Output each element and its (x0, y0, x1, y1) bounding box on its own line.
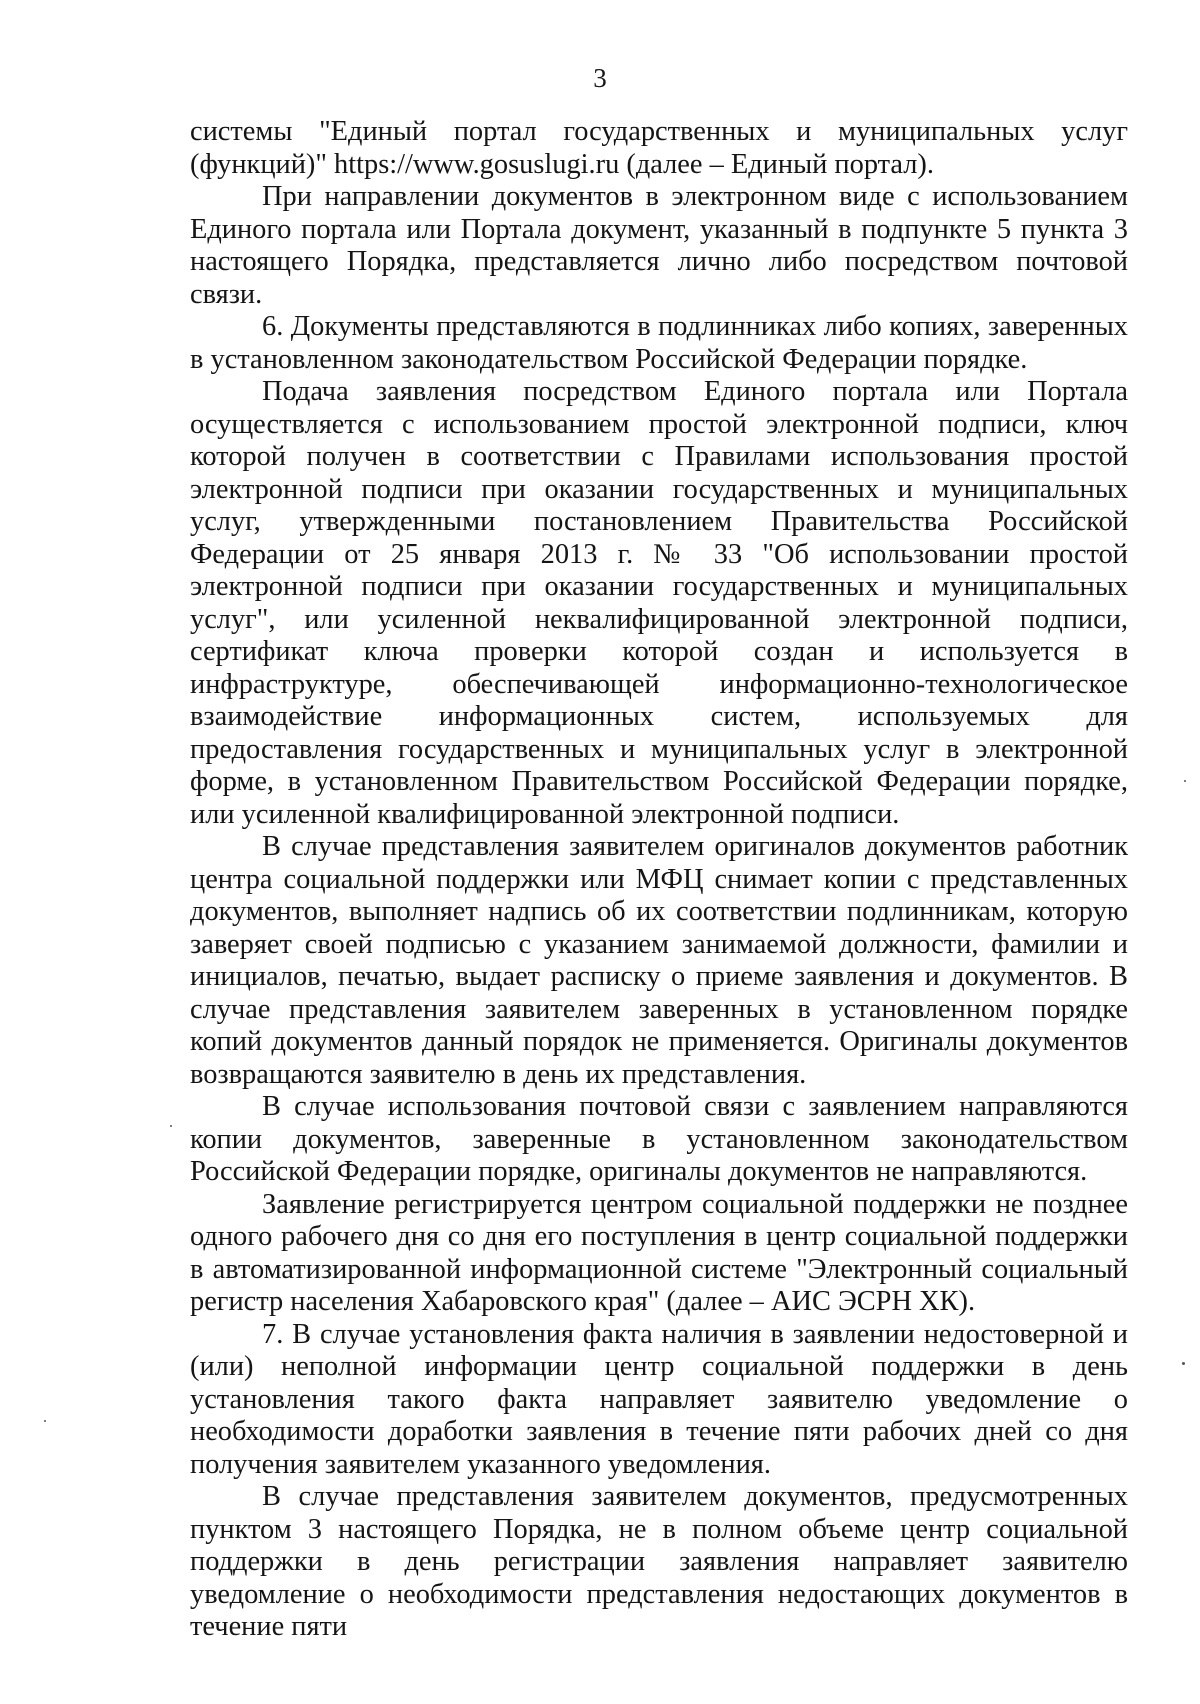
paragraph-registration: Заявление регистрируется центром социальной поддержки не позднее одного рабочего дня со дня его поступления в центр социальной поддержки в автоматизированной информационной системе "Электронный социальный регистр населения Хабаровского края" (далее – АИС ЭСРН ХК). (190, 1188, 1128, 1317)
paragraph-electronic-signature: Подача заявления посредством Единого портала или Портала осуществляется с использованием простой электронной подписи, ключ которой получен в соответствии с Правилами использования простой электронной подписи при оказании государственных и муниципальных услуг, утвержденными постановлением Правительства Российской Федерации от 25 января 2013 г. № 33 "Об использовании простой электронной подписи при оказании государственных и муниципальных услуг", или усиленной неквалифицированной электронной подписи, сертификат ключа проверки которой создан и используется в инфраструктуре, обеспечивающей информационно-технологическое взаимодействие информационных систем, используемых для предоставления государственных и муниципальных услуг в электронной форме, в установленном Правительством Российской Федерации порядке, или усиленной квалифицированной электронной подписи. (190, 376, 1128, 830)
page-number: 3 (593, 63, 607, 93)
paragraph-item-7: 7. В случае установления факта наличия в заявлении недостоверной и (или) неполной информации центр социальной поддержки в день установления такого факта направляет заявителю уведомление о необходимости доработки заявления в течение пяти рабочих дней со дня получения заявителем указанного уведомления. (190, 1318, 1128, 1480)
paragraph-portal-continuation: системы "Единый портал государственных и муниципальных услуг (функций)" https://www.gosuslugi.ru (далее – Единый портал). (190, 116, 1128, 180)
paragraph-item-6: 6. Документы представляются в подлинниках либо копиях, заверенных в установленном законодательством Российской Федерации порядке. (190, 311, 1128, 375)
scan-speck (44, 1420, 46, 1422)
paragraph-postal-submission: В случае использования почтовой связи с заявлением направляются копии документов, заверенные в установленном законодательством Российской Федерации порядке, оригиналы документов не направляются. (190, 1091, 1128, 1187)
paragraph-incomplete-documents: В случае представления заявителем документов, предусмотренных пунктом 3 настоящего Порядка, не в полном объеме центр социальной поддержки в день регистрации заявления направляет заявителю уведомление о необходимости представления недостающих документов в течение пяти (190, 1481, 1128, 1642)
paragraph-original-documents: В случае представления заявителем оригиналов документов работник центра социальной поддержки или МФЦ снимает копии с представленных документов, выполняет надпись об их соответствии подлинникам, которую заверяет своей подписью с указанием занимаемой должности, фамилии и инициалов, печатью, выдает расписку о приеме заявления и документов. В случае представления заявителем заверенных в установленном порядке копий документов данный порядок не применяется. Оригиналы документов возвращаются заявителю в день их представления. (190, 831, 1128, 1090)
paragraph-electronic-submission: При направлении документов в электронном виде с использованием Единого портала или Портала документ, указанный в подпункте 5 пункта 3 настоящего Порядка, представляется лично либо посредством почтовой связи. (190, 181, 1128, 310)
scan-speck (1184, 780, 1186, 782)
document-body (190, 116, 1128, 1644)
scan-speck (1182, 1362, 1185, 1365)
scan-speck (170, 1125, 172, 1127)
